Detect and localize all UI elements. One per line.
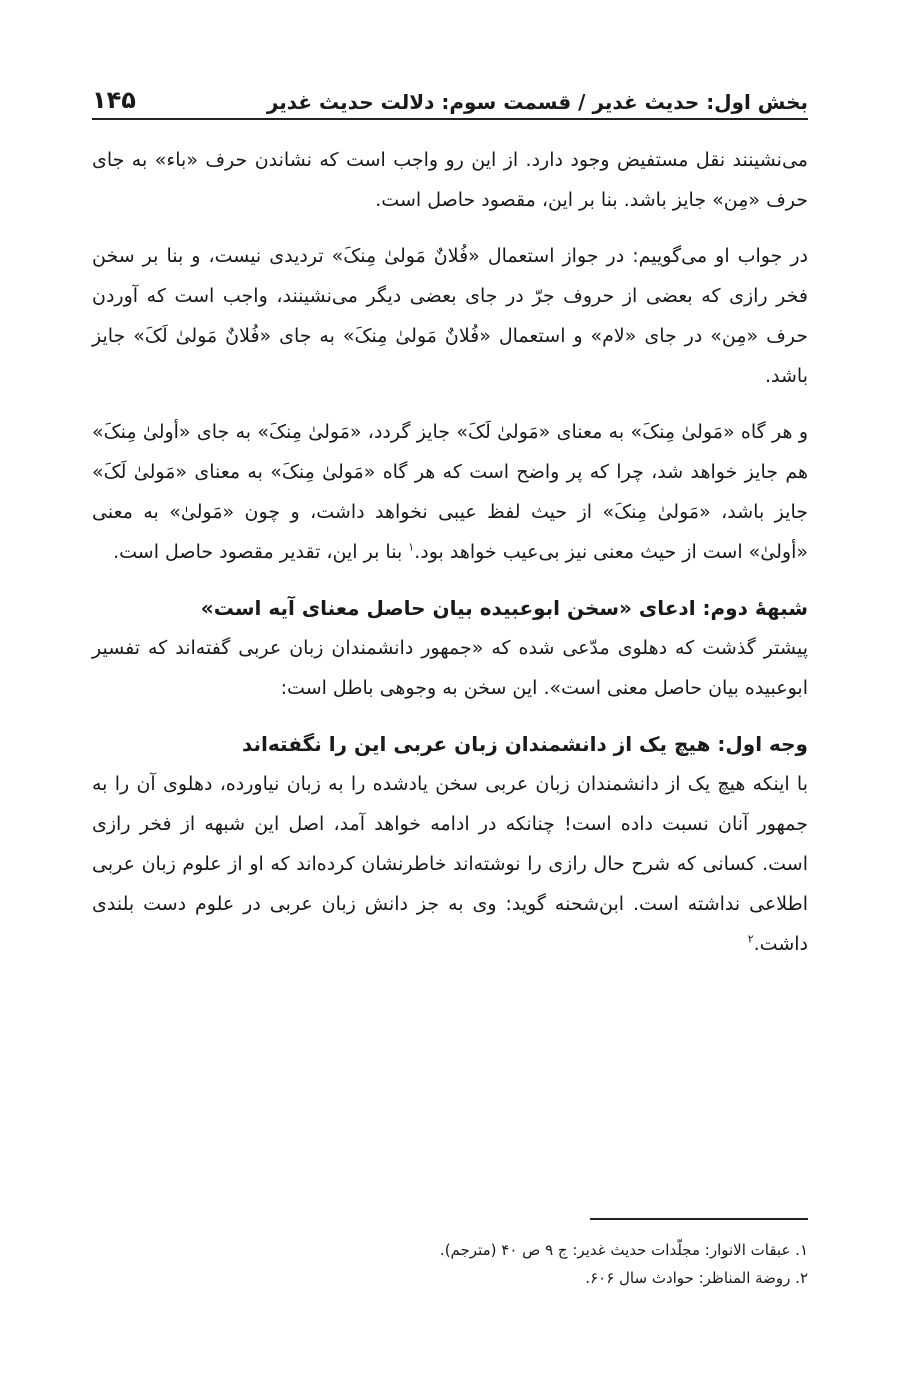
header-rule — [92, 118, 808, 120]
paragraph-5 — [92, 764, 808, 964]
footnote-2: ۲. روضة المناظر: حوادث سال ۶۰۶. — [585, 1269, 808, 1287]
paragraph-4: پیشتر گذشت که دهلوی مدّعی شده که «جمهور دانشمندان زبان عربی گفته‌اند که تفسیر ابوعبیده بیان حاصل معنی است». این سخن به وجوهی باطل است: — [92, 637, 808, 699]
section-heading-first-aspect: وجه اول: هیچ یک از دانشمندان زبان عربی این را نگفته‌اند — [241, 732, 808, 756]
footnotes — [92, 1236, 808, 1292]
paragraph-2: در جواب او می‌گوییم: در جواز استعمال «فُلانٌ مَولیٰ مِنکَ» تردیدی نیست، و بنا بر سخن فخر رازی که بعضی از حروف جرّ در جای بعضی دیگر می‌نشینند، واجب است که آوردن حرف «مِن» در جای «لام» و استعمال «فُلانٌ مَولیٰ مِنکَ» به جای «فُلانٌ مَولیٰ لَکَ» جایز باشد. — [92, 245, 808, 387]
paragraph-5-text: با اینکه هیچ یک از دانشمندان زبان عربی سخن یادشده را به زبان نیاورده، دهلوی آن را به جمهور آنان نسبت داده است! چنانکه در ادامه خواهد آمد، اصل این شبهه از فخر رازی است. کسانی که شرح حال رازی را نوشته‌اند خاطرنشان کرده‌اند که او از علوم زبان عربی اطلاعی نداشته است. ابن‌شحنه گوید: وی به جز دانش زبان عربی در علوم دست بلندی داشت. — [92, 773, 808, 955]
section-heading-second-doubt: شبههٔ دوم: ادعای «سخن ابوعبیده بیان حاصل معنای آیه است» — [200, 596, 808, 620]
page-number: ۱۴۵ — [92, 86, 136, 114]
footnote-1: ۱. عبقات الانوار: مجلّدات حدیث غدیر: ج ۹ ص ۴۰ (مترجم). — [439, 1241, 808, 1259]
footnote-ref-1: ۱ — [408, 540, 415, 554]
running-head: بخش اول: حدیث غدیر / قسمت سوم: دلالت حدیث غدیر — [266, 90, 808, 114]
page-body — [92, 140, 808, 964]
page-header — [92, 68, 808, 114]
footnote-rule — [590, 1218, 808, 1220]
footnote-ref-2: ۲ — [747, 932, 754, 946]
paragraph-3-text: و هر گاه «مَولیٰ مِنکَ» به معنای «مَولیٰ لَکَ» جایز گردد، «مَولیٰ مِنکَ» به جای «أولیٰ مِنکَ» هم جایز خواهد شد، چرا که پر واضح است که هر گاه «مَولیٰ مِنکَ» به معنای «مَولیٰ لَکَ» جایز باشد، «مَولیٰ مِنکَ» از حیث لفظ عیبی نخواهد داشت، و چون «مَولیٰ» به معنی «أولیٰ» است از حیث معنی نیز بی‌عیب خواهد بود. — [92, 421, 808, 563]
paragraph-3-tail: بنا بر این، تقدیر مقصود حاصل است. — [113, 541, 409, 563]
paragraph-3 — [92, 412, 808, 572]
paragraph-1: می‌نشینند نقل مستفیض وجود دارد. از این رو واجب است که نشاندن حرف «باء» به جای حرف «مِن» جایز باشد. بنا بر این، مقصود حاصل است. — [92, 149, 808, 211]
